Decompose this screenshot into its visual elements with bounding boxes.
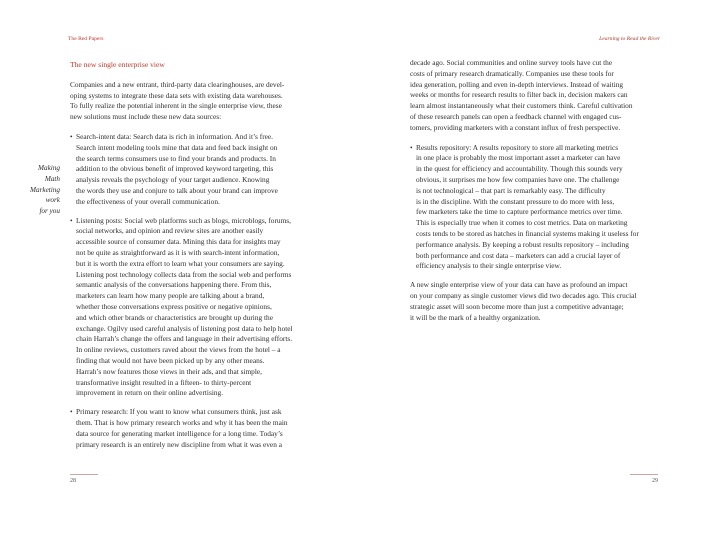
text-line: Companies and a new entrant, third-party data clearinghouses, are devel-	[70, 79, 285, 89]
text-line: accessible source of consumer data. Mining this data for insights may	[76, 237, 281, 247]
page-number-right: 29	[652, 478, 658, 484]
text-line: To fully realize the potential inherent in the single enterprise view, these	[70, 101, 282, 111]
bullet-text	[76, 216, 392, 400]
text-line: learn almost instantaneously what their customers think. Careful cultivation	[410, 101, 633, 111]
bullet-item	[70, 132, 392, 208]
text-line: data source for generating market intelligence for a long time. Today’s	[76, 428, 283, 438]
margin-note-line: Math	[44, 174, 60, 183]
text-line: exchange. Ogilvy used careful analysis of listening post data to help hotel	[76, 323, 293, 333]
left-column	[70, 58, 392, 458]
text-line: Listening post technology collects data from the social web and performs	[76, 269, 292, 279]
text-line: obvious, it surprises me how few companies have one. The challenge	[416, 174, 620, 184]
right-column	[410, 58, 728, 332]
text-line: new solutions must include these new data sources:	[70, 112, 222, 122]
section-heading: The new single enterprise view	[70, 60, 165, 69]
bullet-item	[410, 143, 728, 273]
text-line: Results repository: A results repository to store all marketing metrics	[416, 142, 619, 152]
text-line: in the quest for efficiency and accountability. Though this sounds very	[416, 164, 623, 174]
text-line: social networks, and opinion and review sites are another easily	[76, 226, 264, 236]
text-line: costs tends to be stored as hatches in financial systems making it useless for	[416, 228, 639, 238]
continuation-paragraph	[410, 58, 728, 134]
text-line: performance analysis. By keeping a robust results repository – including	[416, 239, 629, 249]
margin-note-line: work	[45, 196, 60, 205]
text-line: the search terms consumers use to find your brands and products. In	[76, 153, 276, 163]
text-line: of these research panels can open a feedback channel with engaged cus-	[410, 111, 622, 121]
text-line: few marketers take the time to capture performance metrics over time.	[416, 207, 623, 217]
text-line: efficiency analysis to their single enterprise view.	[416, 261, 562, 271]
bullet-icon: •	[70, 407, 73, 417]
text-line: in one place is probably the most important asset a marketer can have	[416, 153, 621, 163]
text-line: strategic asset will soon become more than just a competitive advantage;	[410, 301, 624, 311]
bullet-icon: •	[70, 215, 73, 225]
text-line: In online reviews, customers raved about the views from the hotel – a	[76, 345, 281, 355]
margin-note-line: for you	[39, 207, 60, 216]
bullet-text	[76, 132, 392, 208]
intro-paragraph	[70, 80, 392, 123]
text-line: is in the discipline. With the constant pressure to do more with less,	[416, 196, 615, 206]
text-line: oping systems to integrate these data sets with existing data warehouses.	[70, 90, 283, 100]
text-line: transformative insight resulted in a fifteen- to thirty-percent	[76, 377, 252, 387]
bullet-item	[70, 216, 392, 400]
bullet-icon: •	[410, 142, 413, 152]
text-line: idea generation, polling and even in-depth interviews. Instead of waiting	[410, 79, 624, 89]
bullet-icon: •	[70, 131, 73, 141]
text-line: weeks or months for research results to filter back in, decision makers can	[410, 90, 628, 100]
text-line: whether those conversations express positive or negative opinions,	[76, 301, 272, 311]
text-line: finding that would not have been picked up by any other means.	[76, 355, 265, 365]
text-line: Harrah’s now features those views in their ads, and that simple,	[76, 366, 262, 376]
text-line: This is especially true when it comes to cost metrics. Data on marketing	[416, 218, 628, 228]
text-line: Search-intent data: Search data is rich in information. And it’s free.	[76, 131, 273, 141]
margin-note-line: Marketing	[30, 185, 60, 194]
text-line: A new single enterprise view of your data can have as profound an impact	[410, 280, 628, 290]
left-bullet-list	[70, 132, 392, 450]
text-line: tomers, providing marketers with a constant influx of fresh perspective.	[410, 122, 621, 132]
margin-note-line: Making	[38, 164, 60, 172]
page-number-left: 28	[70, 478, 76, 484]
closing-paragraph	[410, 280, 728, 323]
bullet-text	[416, 143, 728, 273]
running-head-right: Learning to Read the River	[599, 36, 660, 42]
text-line: but it is worth the extra effort to learn what your consumers are saying.	[76, 258, 285, 268]
footer-rule-right	[630, 474, 658, 475]
text-line: improvement in return on their online advertising.	[76, 388, 224, 398]
text-line: primary research is an entirely new discipline from what it was even a	[76, 439, 282, 449]
margin-note	[20, 163, 60, 217]
text-line: it will be the mark of a healthy organization.	[410, 312, 541, 322]
text-line: them. That is how primary research works and why it has been the main	[76, 417, 288, 427]
text-line: analysis reveals the psychology of your target audience. Knowing	[76, 175, 270, 185]
text-line: chain Harrah’s change the offers and language in their advertising efforts.	[76, 334, 293, 344]
right-bullet-list	[410, 143, 728, 273]
text-line: Primary research: If you want to know what consumers think, just ask	[76, 407, 282, 417]
bullet-text	[76, 407, 392, 450]
text-line: addition to the obvious benefit of improved keyword targeting, this	[76, 164, 274, 174]
text-line: both performance and cost data – marketers can add a crucial layer of	[416, 250, 621, 260]
text-line: decade ago. Social communities and online survey tools have cut the	[410, 58, 613, 67]
text-line: marketers can learn how many people are talking about a brand,	[76, 291, 265, 301]
text-line: costs of primary research dramatically. Companies use these tools for	[410, 68, 614, 78]
text-line: not be quite as straightforward as it is with search-intent information,	[76, 247, 280, 257]
running-head-left: The Red Papers	[68, 36, 104, 42]
text-line: the effectiveness of your overall communication.	[76, 196, 220, 206]
bullet-item	[70, 407, 392, 450]
text-line: Search intent modeling tools mine that data and feed back insight on	[76, 142, 278, 152]
text-line: the words they use and conjure to talk about your brand can improve	[76, 185, 278, 195]
text-line: on your company as single customer views did two decades ago. This crucial	[410, 290, 637, 300]
text-line: is not technological – that part is remarkably easy. The difficulty	[416, 185, 606, 195]
text-line: semantic analysis of the conversations happening there. From this,	[76, 280, 272, 290]
text-line: Listening posts: Social web platforms such as blogs, microblogs, forums,	[76, 215, 291, 225]
text-line: and which other brands or characteristics are brought up during the	[76, 312, 273, 322]
footer-rule-left	[70, 474, 98, 475]
